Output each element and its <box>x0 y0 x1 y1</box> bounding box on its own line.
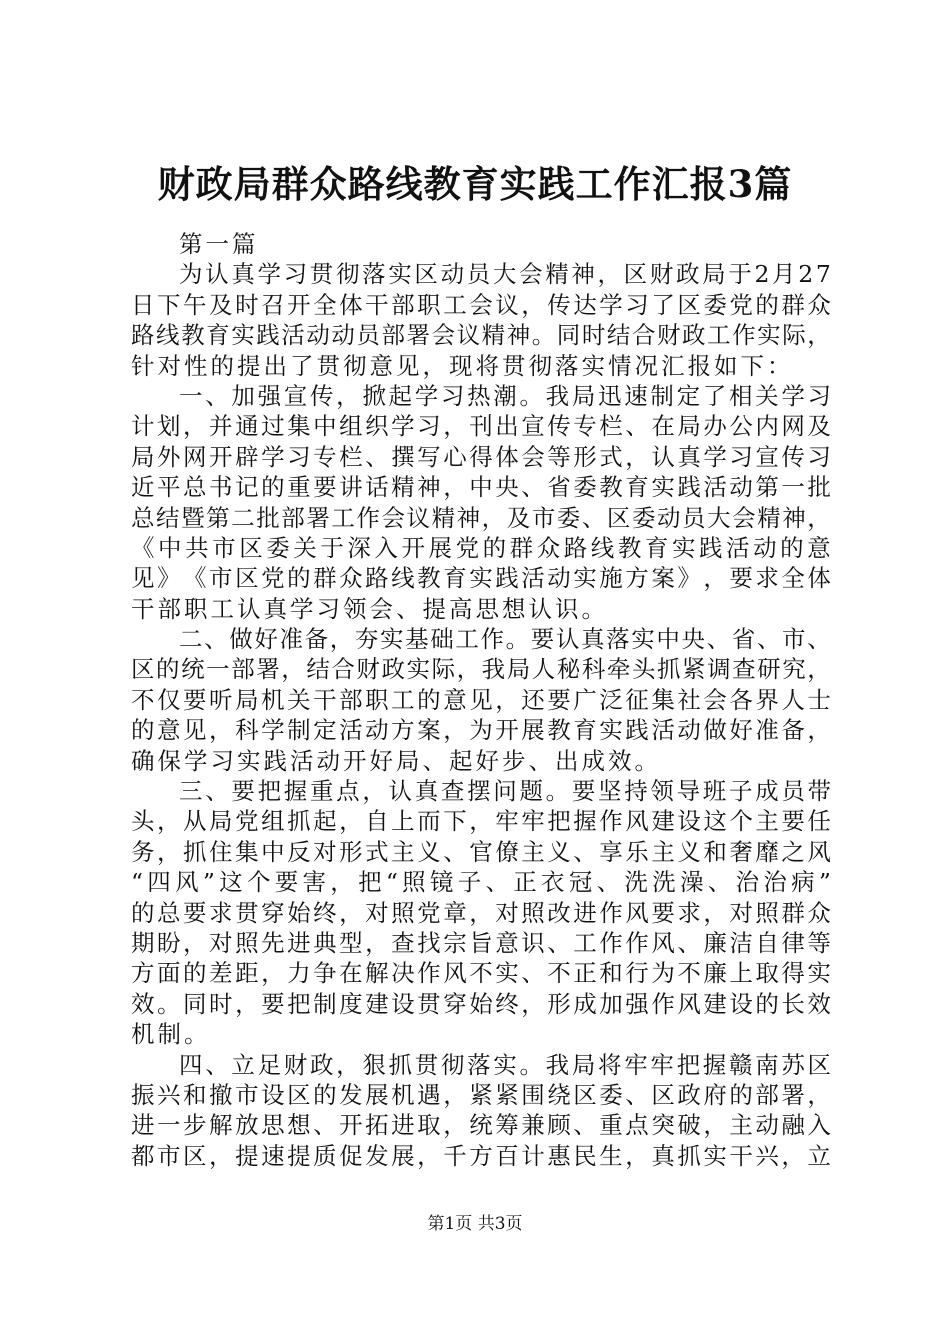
text-line: 的 总 要 求 贯 穿 始 终 ， 对 照 党 章 ， 对 照 改 进 作 风 要 求 ， 对 照 群 众 <box>131 898 831 927</box>
document-body <box>131 229 831 1171</box>
text-line: 路 线 教 育 实 践 活 动 动 员 部 署 会 议 精 神 。 同 时 结 合 财 政 工 作 实 际 ， <box>131 321 831 350</box>
text-line: 一 、 加 强 宣 传 ， 掀 起 学 习 热 潮 。 我 局 迅 速 制 定 了 相 关 学 习 <box>179 381 831 410</box>
text-line: 见 》 《 市 区 党 的 群 众 路 线 教 育 实 践 活 动 实 施 方 案 》 ， 要 求 全 体 <box>131 564 831 593</box>
text-line: 头 ， 从 局 党 组 抓 起 ， 自 上 而 下 ， 牢 牢 把 握 作 风 建 设 这 个 主 要 任 <box>131 807 831 836</box>
text-line: 振 兴 和 撤 市 设 区 的 发 展 机 遇 ， 紧 紧 围 绕 区 委 、 区 政 府 的 部 署 ， <box>131 1080 831 1109</box>
text-line: 《 中 共 市 区 委 关 于 深 入 开 展 党 的 群 众 路 线 教 育 实 践 活 动 的 意 <box>131 533 831 562</box>
text-line: 务 ， 抓 住 集 中 反 对 形 式 主 义 、 官 僚 主 义 、 享 乐 主 义 和 奢 靡 之 风 <box>131 837 831 866</box>
text-line: 都 市 区 ， 提 速 提 质 促 发 展 ， 千 方 百 计 惠 民 生 ， 真 抓 实 干 兴 ， 立 <box>131 1141 831 1170</box>
text-line: 日 下 午 及 时 召 开 全 体 干 部 职 工 会 议 ， 传 达 学 习 了 区 委 党 的 群 众 <box>131 290 831 319</box>
document-title: 财政局群众路线教育实践工作汇报3篇 <box>157 162 793 206</box>
text-line: 机 制 。 <box>131 1020 211 1049</box>
text-line: 总 结 暨 第 二 批 部 署 工 作 会 议 精 神 ， 及 市 委 、 区 委 动 员 大 会 精 神 ， <box>131 503 831 532</box>
text-line: 局 外 网 开 辟 学 习 专 栏 、 撰 写 心 得 体 会 等 形 式 ， 认 真 学 习 宣 传 习 <box>131 442 831 471</box>
text-line: “ 四 风 ” 这 个 要 害 ， 把 “ 照 镜 子 、 正 衣 冠 、 洗 洗 澡 、 治 治 病 ” <box>131 868 831 897</box>
text-line: 不 仅 要 听 局 机 关 干 部 职 工 的 意 见 ， 还 要 广 泛 征 集 社 会 各 界 人 士 <box>131 685 831 714</box>
text-line: 效 。 同 时 ， 要 把 制 度 建 设 贯 穿 始 终 ， 形 成 加 强 作 风 建 设 的 长 效 <box>131 989 831 1018</box>
text-line: 为 认 真 学 习 贯 彻 落 实 区 动 员 大 会 精 神 ， 区 财 政 局 于 2 月 2 7 <box>179 260 831 289</box>
text-line: 第 一 篇 <box>179 230 259 258</box>
text-line: 确 保 学 习 实 践 活 动 开 好 局 、 起 好 步 、 出 成 效 。 <box>131 746 661 775</box>
page-footer: 第1页 共3页 <box>427 1214 523 1234</box>
text-line: 方 面 的 差 距 ， 力 争 在 解 决 作 风 不 实 、 不 正 和 行 为 不 廉 上 取 得 实 <box>131 959 831 988</box>
text-line: 针 对 性 的 提 出 了 贯 彻 意 见 ， 现 将 贯 彻 落 实 情 况 汇 报 如 下 ： <box>131 351 794 380</box>
text-line: 二 、 做 好 准 备 ， 夯 实 基 础 工 作 。 要 认 真 落 实 中 央 、 省 、 市 、 <box>179 625 831 654</box>
text-line: 区 的 统 一 部 署 ， 结 合 财 政 实 际 ， 我 局 人 秘 科 牵 头 抓 紧 调 查 研 究 ， <box>131 655 831 684</box>
text-line: 三 、 要 把 握 重 点 ， 认 真 查 摆 问 题 。 要 坚 持 领 导 班 子 成 员 带 <box>179 777 831 806</box>
text-line: 进 一 步 解 放 思 想 、 开 拓 进 取 ， 统 筹 兼 顾 、 重 点 突 破 ， 主 动 融 入 <box>131 1111 831 1140</box>
text-line: 计 划 ， 并 通 过 集 中 组 织 学 习 ， 刊 出 宣 传 专 栏 、 在 局 办 公 内 网 及 <box>131 412 831 441</box>
text-line: 四 、 立 足 财 政 ， 狠 抓 贯 彻 落 实 。 我 局 将 牢 牢 把 握 赣 南 苏 区 <box>179 1050 831 1079</box>
text-line: 干 部 职 工 认 真 学 习 领 会 、 提 高 思 想 认 识 。 <box>131 594 608 623</box>
text-line: 期 盼 ， 对 照 先 进 典 型 ， 查 找 宗 旨 意 识 、 工 作 作 风 、 廉 洁 自 律 等 <box>131 928 831 957</box>
text-line: 的 意 见 ， 科 学 制 定 活 动 方 案 ， 为 开 展 教 育 实 践 活 动 做 好 准 备 ， <box>131 716 831 745</box>
text-line: 近 平 总 书 记 的 重 要 讲 话 精 神 ， 中 央 、 省 委 教 育 实 践 活 动 第 一 批 <box>131 473 831 502</box>
